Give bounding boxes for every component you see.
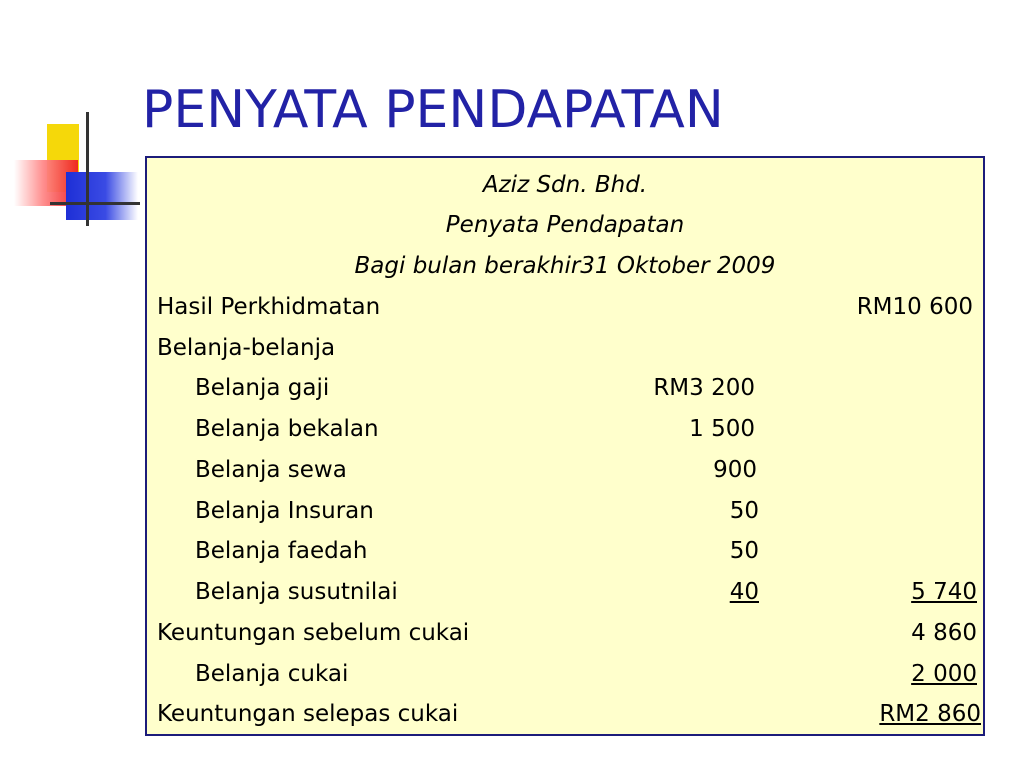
row-label: Belanja Insuran <box>195 498 374 524</box>
row-total <box>871 577 977 607</box>
row-amount: 50 <box>729 538 759 564</box>
row-amount: 1 500 <box>689 416 755 442</box>
row-amount: 50 <box>729 498 759 524</box>
row-label: Belanja bekalan <box>195 416 379 442</box>
row-total <box>871 659 977 689</box>
row-amount-value: 40 <box>729 579 759 605</box>
row-total-value: 2 000 <box>911 661 977 687</box>
row-label: Belanja sewa <box>195 457 347 483</box>
statement-row <box>147 699 983 729</box>
decor-blue-square <box>66 172 138 220</box>
row-total-value: 5 740 <box>911 579 977 605</box>
row-total: 4 860 <box>911 620 977 646</box>
report-title: Penyata Pendapatan <box>445 212 685 238</box>
statement-row <box>147 292 983 322</box>
income-statement-box <box>145 156 985 736</box>
row-label: Belanja cukai <box>195 661 349 687</box>
row-amount: 900 <box>713 457 757 483</box>
row-label: Belanja faedah <box>195 538 368 564</box>
statement-row <box>147 659 983 689</box>
statement-row <box>147 618 983 648</box>
statement-row <box>147 414 983 444</box>
slide-title: PENYATA PENDAPATAN <box>142 80 724 140</box>
company-name: Aziz Sdn. Bhd. <box>482 172 648 198</box>
decor-vertical-line <box>86 112 89 226</box>
row-label: Belanja gaji <box>195 375 330 401</box>
statement-row <box>147 496 983 526</box>
row-label: Keuntungan sebelum cukai <box>157 620 470 646</box>
row-total: RM10 600 <box>856 294 973 320</box>
statement-row <box>147 455 983 485</box>
row-amount: RM3 200 <box>653 375 755 401</box>
row-amount <box>669 577 769 607</box>
row-label: Belanja susutnilai <box>195 579 398 605</box>
statement-row <box>147 536 983 566</box>
row-label: Belanja-belanja <box>157 335 336 361</box>
report-period: Bagi bulan berakhir31 Oktober 2009 <box>354 253 776 279</box>
statement-row <box>147 333 983 363</box>
decor-horizontal-line <box>50 202 140 205</box>
statement-row <box>147 373 983 403</box>
statement-row <box>147 577 983 607</box>
row-total: RM2 860 <box>879 701 981 727</box>
row-label: Keuntungan selepas cukai <box>157 701 459 727</box>
row-label: Hasil Perkhidmatan <box>157 294 381 320</box>
